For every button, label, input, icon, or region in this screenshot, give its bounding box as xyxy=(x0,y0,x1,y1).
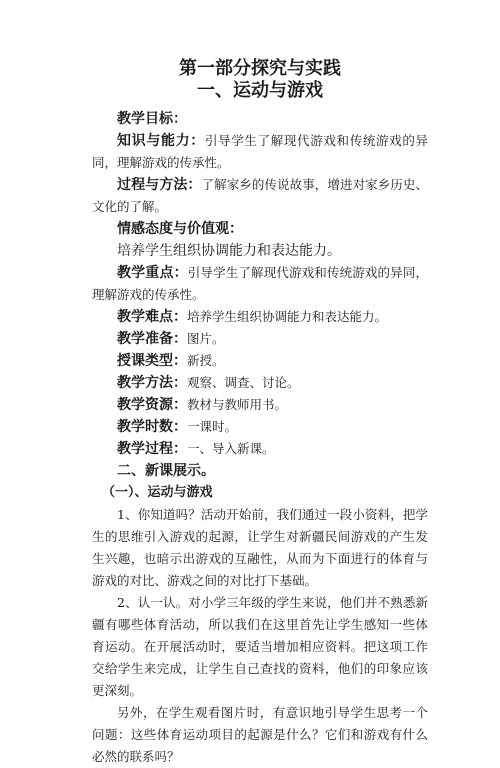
hours-text: 一课时。 xyxy=(187,419,238,434)
key-point-label: 教学重点： xyxy=(117,265,188,281)
preparation-item xyxy=(92,328,428,350)
difficulty-text: 培养学生组织协调能力和表达能力。 xyxy=(187,309,388,324)
attitude-text: 培养学生组织协调能力和表达能力。 xyxy=(117,243,341,259)
resources-item xyxy=(92,394,428,416)
procedure-label: 教学过程： xyxy=(117,441,187,457)
procedure-item xyxy=(92,438,428,460)
resources-text: 教材与教师用书。 xyxy=(187,397,288,412)
preparation-text: 图片。 xyxy=(187,331,225,346)
knowledge-item xyxy=(92,130,428,174)
knowledge-text: 引导学生了解现代游戏和传统游戏的异同，理解游戏的传承性。 xyxy=(92,133,428,170)
lesson-type-item xyxy=(92,350,428,372)
hours-item xyxy=(92,416,428,438)
attitude-label: 情感态度与价值观： xyxy=(117,221,243,237)
hours-label: 教学时数： xyxy=(117,419,187,435)
methods-text: 观察、调查、讨论。 xyxy=(187,375,300,390)
methods-label: 教学方法： xyxy=(117,375,187,391)
lesson-title: 一、运动与游戏 xyxy=(197,80,323,101)
process-item xyxy=(92,174,428,218)
procedure-text: 一、导入新课。 xyxy=(187,441,275,456)
lesson-type-label: 授课类型： xyxy=(117,353,187,369)
difficulty-item xyxy=(92,306,428,328)
lesson-type-text: 新授。 xyxy=(187,353,225,368)
paragraph-2: 2、认一认。对小学三年级的学生来说，他们并不熟悉新疆有哪些体育活动，所以我们在这里首先让学生感知一些体育运动。在开展活动时，要适当增加相应资料。把这项工作交给学生来完成，让学生自己查找的资料，他们的印象应该更深刻。 xyxy=(92,595,428,698)
resources-label: 教学资源： xyxy=(117,397,187,413)
process-text: 了解家乡的传说故事，增进对家乡历史、文化的了解。 xyxy=(92,177,428,214)
process-label: 过程与方法： xyxy=(117,177,202,193)
key-point-text: 引导学生了解现代游戏和传统游戏的异同，理解游戏的传承性。 xyxy=(92,265,428,302)
paragraph-3: 另外，在学生观看图片时，有意识地引导学生思考一个问题：这些体育运动项目的起源是什么？它们和游戏有什么必然的联系吗？ xyxy=(92,705,428,764)
knowledge-label: 知识与能力： xyxy=(117,133,205,149)
paragraph-1: 1、你知道吗？活动开始前，我们通过一段小资料，把学生的思维引入游戏的起源，让学生对新疆民间游戏的产生发生兴趣，也暗示出游戏的互融性，从而为下面进行的体育与游戏的对比、游戏之间的对比打下基础。 xyxy=(92,507,428,588)
section-heading: 二、新课展示。 xyxy=(117,463,215,479)
difficulty-label: 教学难点： xyxy=(117,309,187,325)
key-point-item xyxy=(92,262,428,306)
objectives-heading: 教学目标： xyxy=(117,111,187,127)
document-title: 第一部分探究与实践 xyxy=(179,58,341,79)
methods-item xyxy=(92,372,428,394)
preparation-label: 教学准备： xyxy=(117,331,187,347)
subsection-heading: （一）、运动与游戏 xyxy=(102,485,213,500)
attitude-item xyxy=(92,218,428,240)
